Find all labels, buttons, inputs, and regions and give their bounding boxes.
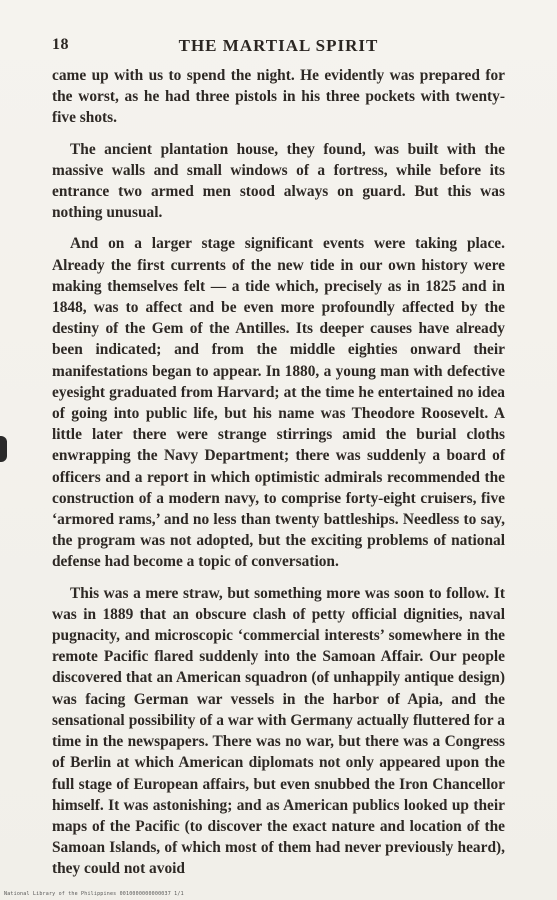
library-stamp: National Library of the Philippines 0010000000000037 1/1 — [4, 891, 184, 897]
paragraph-2: The ancient plantation house, they found, was built with the massive walls and small windows of a fortress, while before its entrance two armed men stood always on guard. But this was nothing unusual. — [52, 140, 505, 222]
paragraph-1: came up with us to spend the night. He evidently was prepared for the worst, as he had three pistols in his three pockets with twenty-five shots. — [52, 67, 505, 127]
body-text — [52, 65, 505, 880]
paragraph-4: This was a mere straw, but something more was soon to follow. It was in 1889 that an obscure clash of petty official dignities, naval pugnacity, and microscopic ‘commercial interests’ somewhere in the remote Pacific flared suddenly into the Samoan Affair. Our people discovered that an American squadron (of unhappily antique design) was facing German war vessels in the harbor of Apia, and the sensational possibility of a war with Germany actually fluttered for a time in the newspapers. There was no war, but there was a Congress of Berlin at which American diplomats not only appeared upon the full stage of European affairs, but even snubbed the Iron Chancellor himself. It was astonishing; and as American publics looked up their maps of the Pacific (to discover the exact nature and location of the Samoan Islands, of which most of them had never previously heard), they could not avoid — [52, 584, 505, 878]
margin-clip-mark — [0, 436, 7, 462]
page-header — [52, 36, 505, 58]
page-number: 18 — [52, 36, 69, 53]
running-title: THE MARTIAL SPIRIT — [178, 36, 379, 55]
paragraph-3: And on a larger stage significant events were taking place. Already the first currents of the new tide in our own history were making themselves felt — a tide which, precisely as in 1825 and in 1848, was to affect and be even more profoundly affected by the destiny of the Gem of the Antilles. Its deeper causes have already been indicated; and from the middle eighties onward their manifestations began to appear. In 1880, a young man with defective eyesight graduated from Harvard; at the time he entertained no idea of going into public life, but his name was Theodore Roosevelt. A little later there were strange stirrings amid the burial cloths enwrapping the Navy Department; there was suddenly a board of officers and a report in which optimistic admirals recommended the construction of a modern navy, to comprise forty-eight cruisers, five ‘armored rams,’ and no less than twenty battleships. Needless to say, the program was not adopted, but the exciting problems of national defense had become a topic of conversation. — [52, 235, 505, 571]
